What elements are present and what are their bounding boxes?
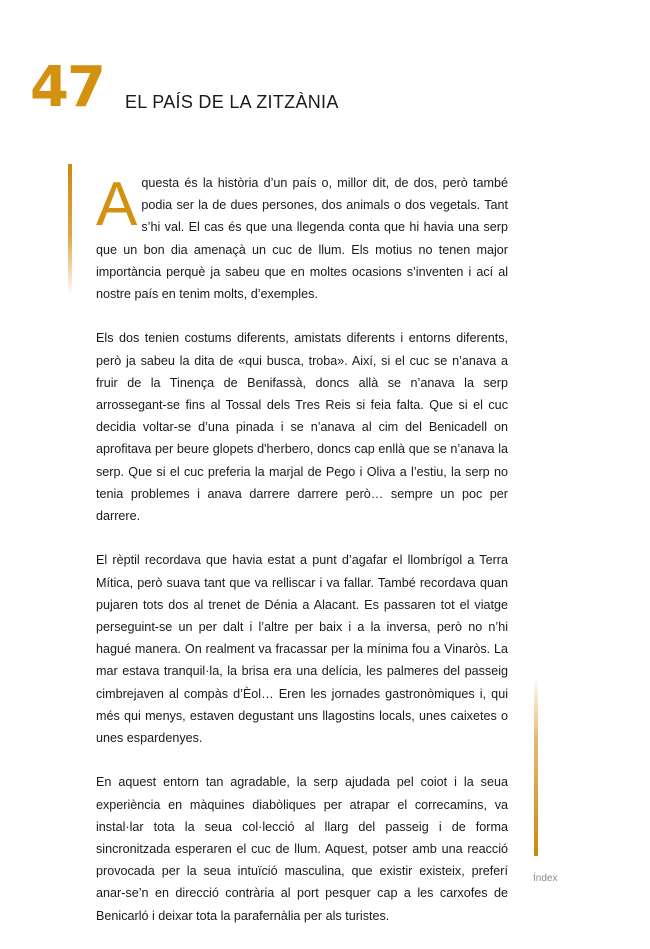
paragraph: Els dos tenien costums diferents, amistats diferents i entorns diferents, però ja sabeu la dita de «qui busca, troba». Així, si el cuc se n’anava a fruir de la Tinença de Benifassà, doncs allà se n’anava la serp arrossegant-se fins al Tossal dels Tres Reis si feia falta. Que si el cuc decidia voltar-se d’una pinada i se n’anava al cim del Benicadell on aprofitava per beure glopets d'herbero, doncs cap enllà que se n’anava la serp. Que si el cuc preferia la marjal de Pego i Oliva a l’estiu, la serp no tenia problemes i anava darrere darrere però… sempre un poc per darrere. [96, 331, 508, 524]
paragraph: El rèptil recordava que havia estat a punt d’agafar el llombrígol a Terra Mítica, però suava tant que va relliscar i va fallar. També recordava quan pujaren tots dos al trenet de Dénia a Alacant. Es passaren tot el viatge perseguint-se un per dalt i l’altre per baix i a la inversa, però no n’hi hagué manera. On realment va fracassar per la mínima fou a Vinaròs. La mar estava tranquil·la, la brisa era una delícia, les palmeres del passeig cimbrejaven al compàs d’Èol… Eren les jornades gastronòmiques i, qui més qui menys, estaven degustant uns llagostins locals, unes caixetes o unes espardenyes. [96, 553, 508, 746]
drop-cap: A [96, 170, 138, 239]
chapter-title: EL PAÍS DE LA ZITZÀNIA [125, 92, 339, 112]
accent-bar-right [534, 676, 538, 856]
paragraph [96, 172, 508, 305]
index-link[interactable]: Índex [533, 873, 558, 884]
accent-bar-left [68, 164, 72, 296]
article-body [96, 172, 508, 949]
paragraph-text: questa és la història d’un país o, millor dit, de dos, però també podia ser la de dues persones, dos animals o dos vegetals. Tant s’hi val. El cas és que una llegenda conta que hi havia una serp que un bon dia amenaçà un cuc de llum. Els motius no tenen major importància perquè ja sabeu que en moltes ocasions s’inventen i ací al nostre país en tenim molts, d’exemples. [96, 176, 508, 302]
paragraph: En aquest entorn tan agradable, la serp ajudada pel coiot i la seua experiència en màquines diabòliques per atrapar el correcamins, va instal·lar tota la seua col·lecció al llarg del passeig i de forma sincronitzada esperaren el cuc de llum. Aquest, potser amb una reacció provocada per la seua intuïció masculina, que existir existeix, preferí anar-se’n en direcció contrària al port pesquer cap a les carxofes de Benicarló i deixar tota la parafernàlia per als turistes. [96, 775, 508, 923]
chapter-number: 47 [30, 55, 104, 120]
